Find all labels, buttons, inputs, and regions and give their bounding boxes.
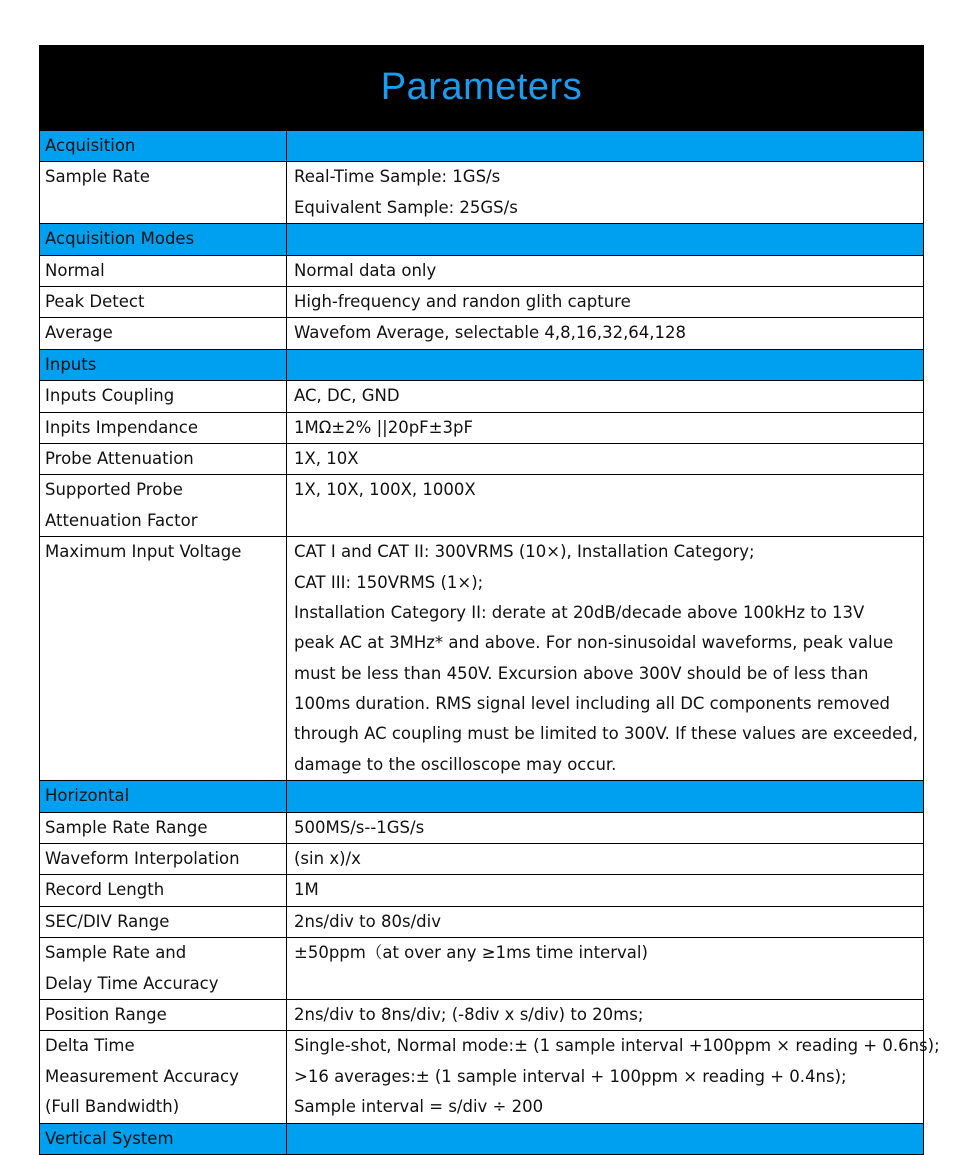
section-header-row <box>40 1123 924 1154</box>
title-bar <box>39 45 924 130</box>
parameter-value-line: 100ms duration. RMS signal level including all DC components removed <box>294 694 890 714</box>
parameter-value-line: CAT I and CAT II: 300VRMS (10×), Installation Category; <box>294 542 755 562</box>
table-row <box>40 537 924 781</box>
parameter-name-line: Supported Probe <box>45 480 183 500</box>
table-row <box>40 938 924 1000</box>
parameter-name-line: SEC/DIV Range <box>45 911 170 931</box>
parameter-name-line: Average <box>45 323 113 343</box>
table-row <box>40 906 924 937</box>
parameter-name-line: Waveform Interpolation <box>45 849 240 869</box>
table-row <box>40 255 924 286</box>
parameter-name-line: Maximum Input Voltage <box>45 542 242 562</box>
parameters-table <box>39 130 940 1155</box>
parameter-name-line: Measurement Accuracy <box>45 1066 239 1086</box>
table-row <box>40 286 924 317</box>
parameter-name-line: Sample Rate Range <box>45 817 208 837</box>
parameter-value-line: 2ns/div to 8ns/div; (-8div x s/div) to 20ms; <box>294 1005 644 1024</box>
parameter-name-cell <box>40 844 287 875</box>
parameter-value-line: through AC coupling must be limited to 300V. If these values are exceeded, <box>294 724 918 744</box>
parameter-value-cell <box>287 381 924 412</box>
table-row <box>40 412 924 443</box>
parameter-name-cell <box>40 162 287 224</box>
parameter-name-cell <box>40 1031 287 1123</box>
parameter-name-line: Delta Time <box>45 1036 135 1056</box>
section-label: Horizontal <box>40 781 287 812</box>
table-row <box>40 812 924 843</box>
parameter-name-line: Attenuation Factor <box>45 510 198 530</box>
parameter-value-cell <box>287 844 924 875</box>
table-row <box>40 381 924 412</box>
section-empty-cell <box>287 1123 924 1154</box>
parameter-value-line: (sin x)/x <box>294 849 361 869</box>
section-label: Acquisition <box>40 131 287 162</box>
parameter-value-cell <box>287 875 924 906</box>
parameters-table-body <box>40 131 940 1155</box>
parameter-value-cell <box>287 318 924 349</box>
table-row <box>40 844 924 875</box>
parameter-value-cell <box>287 938 924 1000</box>
page-title: Parameters <box>380 66 583 108</box>
parameter-value-line: Normal data only <box>294 260 437 280</box>
parameter-value-cell <box>287 162 924 224</box>
parameter-value-cell <box>287 412 924 443</box>
parameter-name-cell <box>40 537 287 781</box>
parameter-value-line: ±50ppm（at over any ≥1ms time interval) <box>294 943 648 963</box>
parameter-value-cell <box>287 475 924 537</box>
parameter-name-line: Sample Rate and <box>45 943 187 963</box>
parameter-name-cell <box>40 255 287 286</box>
parameter-value-line: damage to the oscilloscope may occur. <box>294 754 617 774</box>
section-label: Inputs <box>40 349 287 380</box>
parameter-value-line: >16 averages:± (1 sample interval + 100ppm × reading + 0.4ns); <box>294 1066 847 1086</box>
parameter-name-cell <box>40 475 287 537</box>
parameter-name-cell <box>40 318 287 349</box>
parameter-value-line: 1M <box>294 880 319 900</box>
section-empty-cell <box>287 349 924 380</box>
parameter-value-cell <box>287 906 924 937</box>
parameter-value-cell <box>287 1000 924 1031</box>
section-label: Acquisition Modes <box>40 224 287 255</box>
table-row <box>40 318 924 349</box>
parameter-name-line: Record Length <box>45 880 165 900</box>
parameter-name-cell <box>40 381 287 412</box>
parameter-value-line: Installation Category II: derate at 20dB/decade above 100kHz to 13V <box>294 602 865 622</box>
parameter-value-line: Sample interval = s/div ÷ 200 <box>294 1097 544 1117</box>
parameter-name-line: Sample Rate <box>45 167 150 187</box>
parameter-name-line: Probe Attenuation <box>45 448 194 468</box>
parameter-name-line: (Full Bandwidth) <box>45 1097 180 1117</box>
parameter-name-cell <box>40 906 287 937</box>
section-header-row <box>40 131 924 162</box>
parameter-name-cell <box>40 812 287 843</box>
parameter-value-line: High-frequency and randon glith capture <box>294 291 631 311</box>
parameter-value-line: Single-shot, Normal mode:± (1 sample interval +100ppm × reading + 0.6ns); <box>294 1036 940 1056</box>
parameter-name-cell <box>40 412 287 443</box>
parameter-name-cell <box>40 286 287 317</box>
parameter-value-line: 2ns/div to 80s/div <box>294 911 441 931</box>
parameter-value-cell <box>287 1031 940 1123</box>
parameter-value-cell <box>287 812 924 843</box>
parameter-value-line: Equivalent Sample: 25GS/s <box>294 197 518 217</box>
section-header-row <box>40 781 924 812</box>
parameter-value-line: 1MΩ±2% ||20pF±3pF <box>294 417 473 437</box>
parameter-name-line: Delay Time Accuracy <box>45 973 219 993</box>
section-empty-cell <box>287 781 924 812</box>
section-label: Vertical System <box>40 1123 287 1154</box>
section-header-row <box>40 224 924 255</box>
parameter-value-line: must be less than 450V. Excursion above 300V should be of less than <box>294 663 869 683</box>
parameter-name-line: Inpits Impendance <box>45 417 198 437</box>
parameter-name-line: Normal <box>45 260 105 280</box>
parameter-name-cell <box>40 443 287 474</box>
table-row <box>40 162 924 224</box>
table-row <box>40 475 924 537</box>
parameter-value-line: Wavefom Average, selectable 4,8,16,32,64,128 <box>294 323 687 343</box>
table-row <box>40 1031 924 1123</box>
table-row <box>40 875 924 906</box>
parameter-value-line: AC, DC, GND <box>294 386 400 406</box>
parameter-value-cell <box>287 255 924 286</box>
parameter-name-line: Peak Detect <box>45 291 145 311</box>
parameters-sheet <box>39 45 940 1155</box>
parameter-name-cell <box>40 875 287 906</box>
parameter-name-cell <box>40 938 287 1000</box>
table-row <box>40 1000 924 1031</box>
parameter-value-cell <box>287 537 924 781</box>
table-row <box>40 443 924 474</box>
parameter-value-line: 1X, 10X, 100X, 1000X <box>294 480 476 500</box>
section-empty-cell <box>287 131 924 162</box>
parameter-value-cell <box>287 286 924 317</box>
section-header-row <box>40 349 924 380</box>
parameter-value-line: peak AC at 3MHz* and above. For non-sinusoidal waveforms, peak value <box>294 633 894 653</box>
parameter-value-line: 1X, 10X <box>294 448 359 468</box>
parameter-value-cell <box>287 443 924 474</box>
section-empty-cell <box>287 224 924 255</box>
parameter-name-cell <box>40 1000 287 1031</box>
parameter-name-line: Position Range <box>45 1005 167 1024</box>
parameter-value-line: Real-Time Sample: 1GS/s <box>294 167 501 187</box>
parameter-name-line: Inputs Coupling <box>45 386 175 406</box>
parameter-value-line: CAT III: 150VRMS (1×); <box>294 572 484 592</box>
parameter-value-line: 500MS/s--1GS/s <box>294 817 425 837</box>
